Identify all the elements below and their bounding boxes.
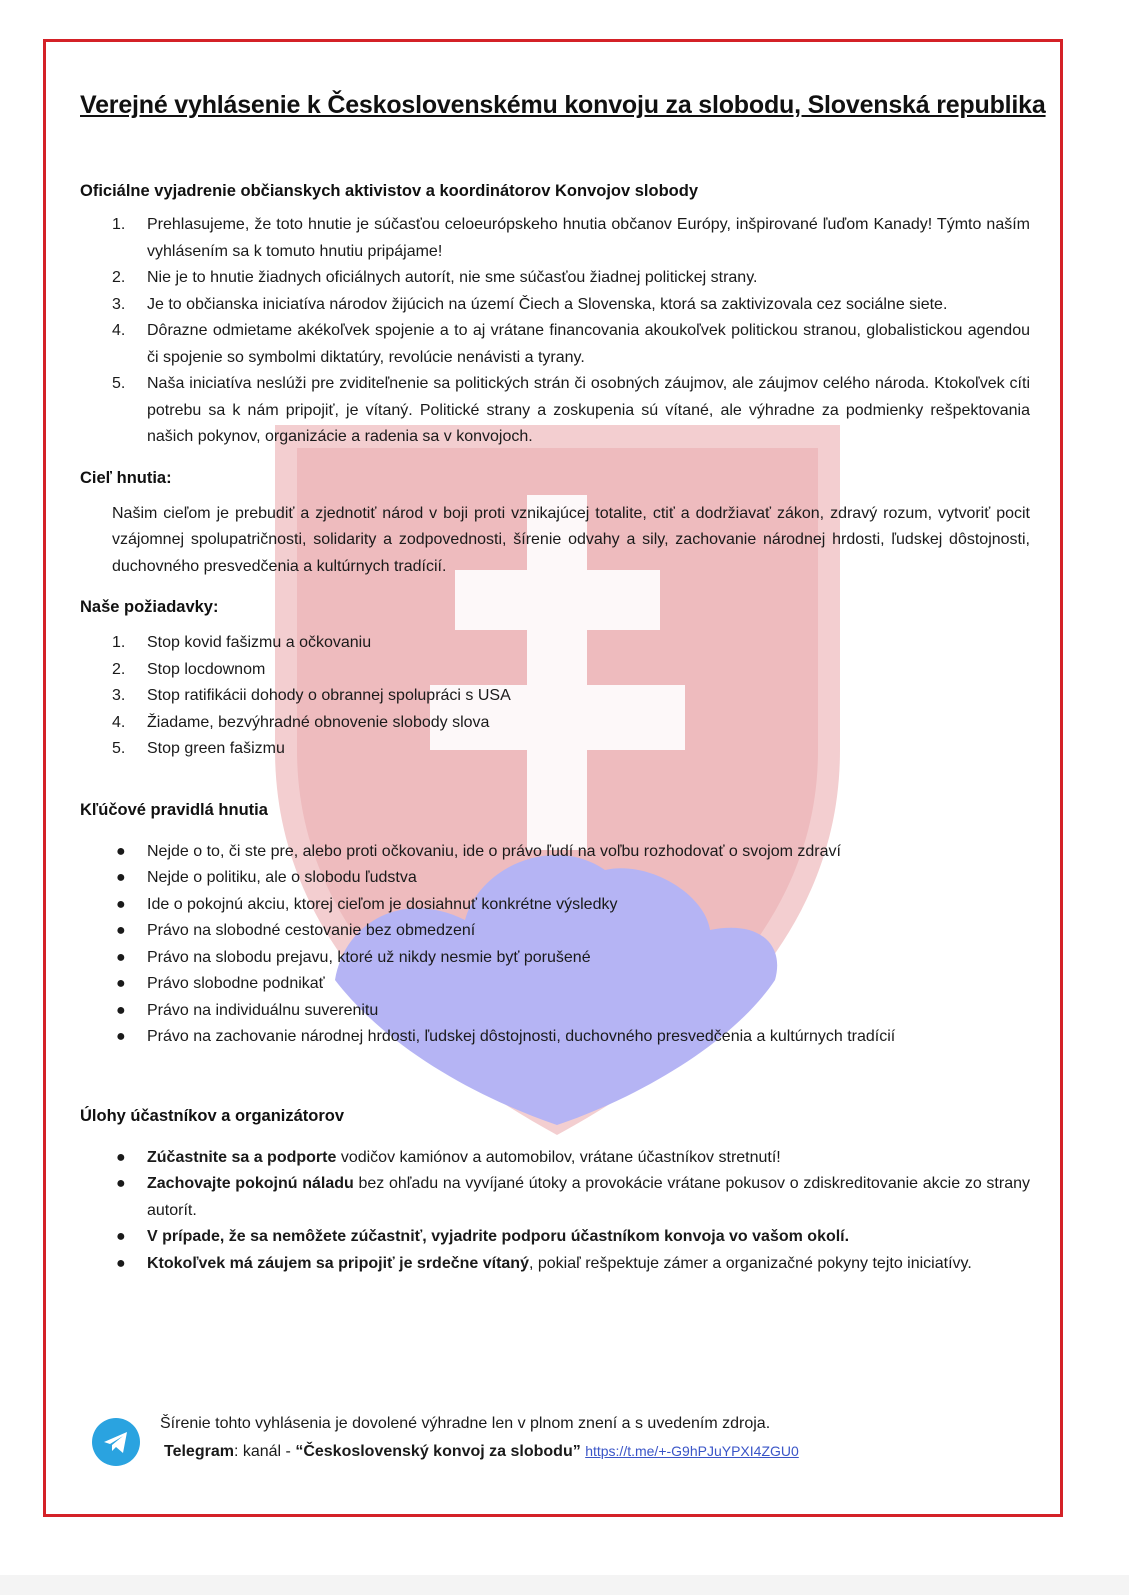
list-item: 3. Stop ratifikácii dohody o obrannej spolupráci s USA <box>112 687 511 704</box>
channel-name: “Československý konvoj za slobodu” <box>295 1442 581 1460</box>
section-heading-tasks: Úlohy účastníkov a organizátorov <box>80 1106 345 1125</box>
list-item: ● Nejde o politiku, ale o slobodu ľudstva <box>116 869 417 886</box>
telegram-channel-line <box>160 1438 799 1466</box>
document-title: Verejné vyhlásenie k Československému konvoju za slobodu, Slovenská republika <box>80 91 1046 119</box>
list-item: 1. Prehlasujeme, že toto hnutie je súčasťou celoeurópskeho hnutia občanov Európy, inšpirované ľuďom Kanady! Týmto naším vyhlásením sa k tomuto hnutiu pripájame! <box>112 216 1030 260</box>
list-item: ● Ide o pokojnú akciu, ktorej cieľom je dosiahnuť konkrétne výsledky <box>116 895 618 913</box>
section-heading-goal: Cieľ hnutia: <box>80 468 172 487</box>
distribution-note: Šírenie tohto vyhlásenia je dovolené výhradne len v plnom znení a s uvedením zdroja. <box>160 1415 771 1432</box>
list-item: ● Zúčastnite sa a podporte vodičov kamiónov a automobilov, vrátane účastníkov stretnutí! <box>116 1148 781 1166</box>
list-item: ● Ktokoľvek má záujem sa pripojiť je srdečne vítaný, pokiaľ rešpektuje zámer a organizačné pokyny tejto iniciatívy. <box>116 1254 972 1272</box>
list-item: ● V prípade, že sa nemôžete zúčastniť, vyjadrite podporu účastníkom konvoja vo vašom okolí. <box>116 1228 850 1245</box>
list-item: 3. Je to občianska iniciatíva národov žijúcich na území Čiech a Slovenska, ktorá sa zaktivizovala cez sociálne siete. <box>112 295 948 313</box>
list-item: ● Právo na zachovanie národnej hrdosti, ľudskej dôstojnosti, duchovného presvedčenia a kultúrnych tradícií <box>116 1028 896 1045</box>
list-item: 1. Stop kovid fašizmu a očkovaniu <box>112 634 372 651</box>
goal-paragraph: Našim cieľom je prebudiť a zjednotiť národ v boji proti vznikajúcej totalite, ctiť a dodržiavať zákon, zdravý rozum, vytvoriť pocit vzájomnej spolupatričnosti, solidarity a zodpovednosti, šírenie odvahy a sily, zachovanie národnej hrdosti, ľudskej dôstojnosti, duchovného presvedčenia a kultúrnych tradícií. <box>112 504 1030 575</box>
list-item: ● Právo na individuálnu suverenitu <box>116 1001 379 1019</box>
list-item: 5. Naša iniciatíva neslúži pre zviditeľnenie sa politických strán či osobných záujmov, ale záujmov celého národa. Ktokoľvek cíti potrebu sa k nám pripojiť, je vítaný. Politické strany a zoskupenia sú vítané, ale výhradne za podmienky rešpektovania našich pokynov, organizácie a radenia sa v konvojoch. <box>112 375 1030 445</box>
list-item: ● Zachovajte pokojnú náladu bez ohľadu na vyvíjané útoky a provokácie vrátane pokusov o zdiskreditovanie akcie zo strany autorít. <box>116 1175 1031 1219</box>
footer-text <box>160 1411 799 1465</box>
tasks-list <box>80 1145 1030 1278</box>
official-statement-list <box>80 212 1030 451</box>
document-content <box>80 88 1046 1277</box>
section-heading-official-statement: Oficiálne vyjadrenie občianskych aktivistov a koordinátorov Konvojov slobody <box>80 182 699 200</box>
list-item: 5. Stop green fašizmu <box>112 740 285 757</box>
channel-prefix: : kanál - <box>233 1442 296 1460</box>
telegram-label: Telegram <box>164 1442 234 1460</box>
list-item: ● Právo na slobodu prejavu, ktoré už nikdy nesmie byť porušené <box>116 948 591 966</box>
list-item: ● Nejde o to, či ste pre, alebo proti očkovaniu, ide o právo ľudí na voľbu rozhodovať o svojom zdraví <box>116 842 841 860</box>
list-item: 2. Nie je to hnutie žiadnych oficiálnych autorít, nie sme súčasťou žiadnej politickej strany. <box>112 269 758 286</box>
key-rules-list <box>80 839 1030 1051</box>
list-item: 4. Dôrazne odmietame akékoľvek spojenie a to aj vrátane financovania akoukoľvek politickou stranou, globalistickou agendou či spojenie so symbolmi diktatúry, revolúcie nenávisti a tyrany. <box>112 322 1030 366</box>
telegram-icon <box>92 1418 140 1466</box>
section-heading-key-rules: Kľúčové pravidlá hnutia <box>80 800 268 819</box>
section-heading-demands: Naše požiadavky: <box>80 598 219 616</box>
demands-list <box>80 630 1030 763</box>
telegram-link[interactable]: https://t.me/+-G9hPJuYPXI4ZGU0 <box>585 1442 799 1459</box>
list-item: 4. Žiadame, bezvýhradné obnovenie slobody slova <box>112 713 490 731</box>
list-item: ● Právo slobodne podnikať <box>116 975 325 992</box>
list-item: 2. Stop locdownom <box>112 660 266 678</box>
list-item: ● Právo na slobodné cestovanie bez obmedzení <box>116 922 476 939</box>
